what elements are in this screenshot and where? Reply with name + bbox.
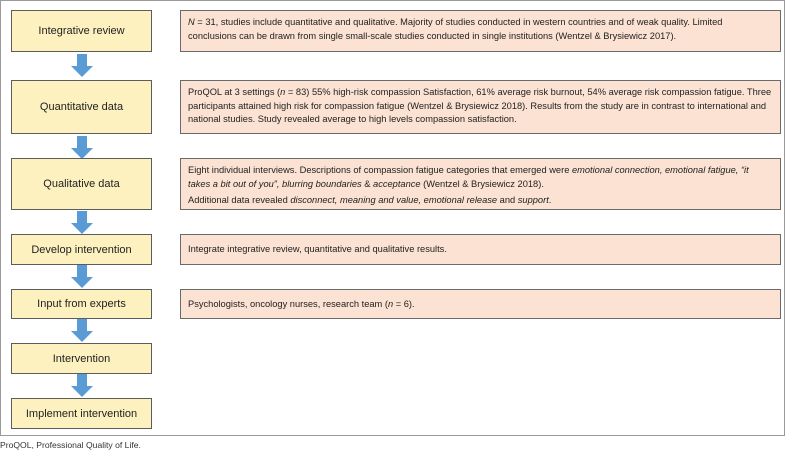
desc-quantitative-data [180,80,781,134]
desc-integrative-review [180,10,781,52]
desc-text: . [548,195,552,206]
step-integrative-review [11,10,152,52]
desc-text: = 83) 55% high-risk compassion Satisfaction, 61% average risk burnout, 54% average risk compassion fatigue. Three participants attained high risk for compassion fatigue (Wentzel & Brysiewicz 2018). Results from the study are in contrast to international and national studies. Study revealed average to high levels compassion satisfaction. [188,87,772,125]
step-quantitative-data [11,80,152,134]
step-input-from-experts [11,289,152,319]
arrow-down-icon [71,136,93,159]
step-implement-intervention [11,398,152,429]
arrow-down-icon [71,211,93,234]
n-symbol: n [387,299,394,309]
desc-text: Additional data revealed [188,195,291,206]
arrow-down-icon [71,265,93,288]
category-list: disconnect, meaning and value, emotional release [290,195,498,206]
step-label: Intervention [52,352,111,365]
step-label: Implement intervention [25,407,138,420]
step-label: Integrative review [38,25,125,37]
desc-text: = 31, studies include quantitative and qualitative. Majority of studies conducted in western countries and of weak quality. Limited conclusions can be drawn from single small-scale studies conducted in single institutions (Wentzel & Brysiewicz 2017). [188,17,723,41]
desc-text: (Wentzel & Brysiewicz 2018). [420,178,544,189]
n-symbol: n [280,87,286,97]
step-label: Develop intervention [31,243,132,256]
step-label: Input from experts [37,298,126,310]
category-list: emotional connection, emotional fatigue, “it takes a bit out of you”, blurring boundaries [188,165,749,189]
step-develop-intervention [11,234,152,265]
arrow-down-icon [71,319,93,342]
n-symbol: N [188,17,195,27]
desc-qualitative-data [180,158,781,210]
desc-text: = 6). [393,299,415,309]
arrow-down-icon [71,374,93,397]
step-intervention [11,343,152,374]
desc-text: and [497,195,518,206]
category-term: acceptance [373,178,421,189]
footnote: ProQOL, Professional Quality of Life. [0,440,141,450]
desc-input-from-experts [180,289,781,319]
desc-text: Integrate integrative review, quantitative and qualitative results. [188,244,447,254]
desc-text: Psychologists, oncology nurses, research team ( [188,299,388,309]
category-term: support [517,195,549,206]
arrow-down-icon [71,54,93,77]
desc-develop-intervention [180,234,781,265]
step-label: Quantitative data [39,101,124,113]
desc-text: ProQOL at 3 settings ( [188,87,281,97]
desc-text: Eight individual interviews. Descriptions of compassion fatigue categories that emerged were [188,165,572,175]
step-label: Qualitative data [43,178,120,190]
step-qualitative-data [11,158,152,210]
desc-text: & [361,178,374,189]
